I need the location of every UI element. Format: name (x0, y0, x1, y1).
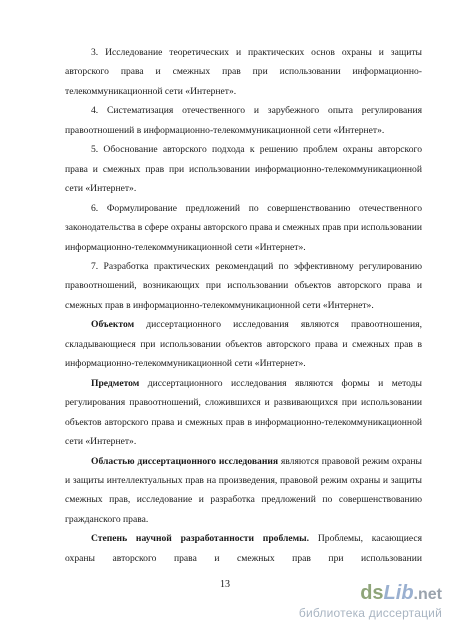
watermark-subtitle: библиотека диссертаций (298, 606, 442, 620)
paragraph-task-5: 5. Обоснование авторского подхода к решению проблем охраны авторского права и смежных прав при использовании информационно-телекоммуникационной сети «Интернет». (65, 144, 422, 195)
dslib-watermark[interactable] (299, 583, 442, 620)
page-number: 13 (220, 579, 230, 590)
term-research-area: Областью диссертационного исследования (91, 455, 279, 467)
term-research-degree: Степень научной разработанности проблемы. (91, 533, 310, 545)
paragraph-task-6: 6. Формулирование предложений по совершенствованию отечественного законодательства в сфере охраны авторского права и смежных прав при использовании информационно-телекоммуникационной сети «Интернет». (65, 202, 422, 253)
paragraph-subject: Предметом диссертационного исследования являются формы и методы регулирования правоотношений, сложившихся и развивающихся при использовании объектов авторского права и смежных прав в информационно-телекоммуникационной сети «Интернет». (65, 377, 422, 448)
paragraph-task-3: 3. Исследование теоретических и практических основ охраны и защиты авторского права и смежных прав при использовании информационно-телекоммуникационной сети «Интернет». (65, 47, 422, 97)
term-object: Объектом (91, 319, 135, 331)
paragraph-task-7: 7. Разработка практических рекомендаций по эффективному регулированию правоотношений, возникающих при использовании объектов авторского права и смежных прав в информационно-телекоммуникационной сети «Интернет». (65, 260, 422, 311)
paragraph-task-4: 4. Систематизация отечественного и зарубежного опыта регулирования правоотношений в информационно-телекоммуникационной сети «Интернет». (65, 105, 422, 136)
paragraph-research-degree: Степень научной разработанности проблемы. Проблемы, касающиеся охраны авторского права и смежных прав при использовании (65, 533, 422, 564)
dslib-logo: ds Lib .net (360, 582, 442, 604)
paragraph-object: Объектом диссертационного исследования являются правоотношения, складывающиеся при использовании объектов авторского права и смежных прав в информационно-телекоммуникационной сети «Интернет». (65, 319, 422, 370)
term-subject: Предметом (91, 377, 140, 389)
paragraph-research-area: Областью диссертационного исследования являются правовой режим охраны и защиты интеллектуальных прав на произведения, правовой режим охраны и защиты смежных прав, исследование и разработка предложений по совершенствованию гражданского права. (65, 455, 422, 525)
text-body (65, 43, 422, 568)
